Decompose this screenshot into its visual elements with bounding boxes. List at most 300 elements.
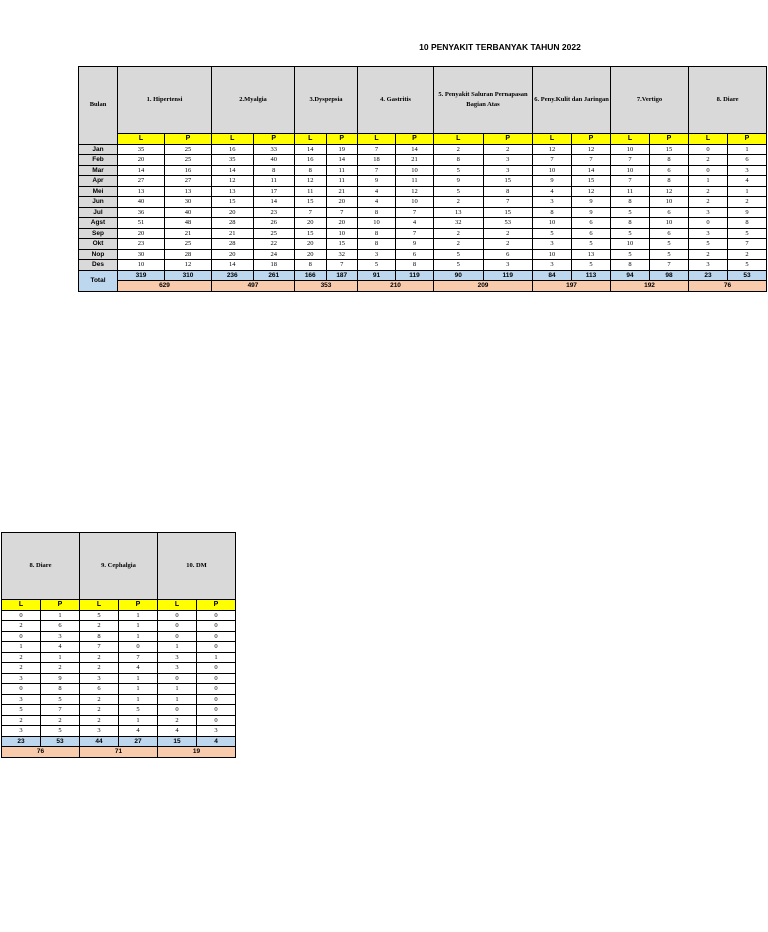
cell-value-l: 0 <box>689 218 728 229</box>
total-p-value: 310 <box>165 270 212 281</box>
cell-value-l: 20 <box>212 207 254 218</box>
cell-value-p: 18 <box>253 260 295 271</box>
cell-value-p: 6 <box>483 249 533 260</box>
cell-value-l: 7 <box>611 155 650 166</box>
cell-value-l: 10 <box>118 260 165 271</box>
cell-value-p: 53 <box>483 218 533 229</box>
month-label: Mar <box>79 165 118 176</box>
disease-table-part-2 <box>17 532 240 772</box>
cell-value-l: 13 <box>118 186 165 197</box>
cell-value-l: 4 <box>158 726 197 737</box>
cell-value-l: 2 <box>434 144 484 155</box>
cell-value-l: 8 <box>358 239 396 250</box>
cell-value-l: 2 <box>434 239 484 250</box>
cell-value-l: 5 <box>80 610 119 621</box>
month-label: Jul <box>79 207 118 218</box>
cell-value-p: 9 <box>728 207 767 218</box>
grand-total-value: 71 <box>80 747 158 758</box>
cell-value-p: 14 <box>572 165 611 176</box>
table-row <box>79 260 767 271</box>
cell-value-l: 11 <box>295 186 327 197</box>
table-row <box>2 673 236 684</box>
cell-value-p: 5 <box>650 249 689 260</box>
cell-value-l: 0 <box>2 631 41 642</box>
cell-value-p: 2 <box>41 663 80 674</box>
cell-value-l: 0 <box>2 684 41 695</box>
disease-header: 10. DM <box>158 533 236 600</box>
cell-value-l: 5 <box>434 249 484 260</box>
cell-value-l: 1 <box>689 176 728 187</box>
cell-value-p: 9 <box>572 207 611 218</box>
cell-value-l: 20 <box>295 218 327 229</box>
table-row <box>2 663 236 674</box>
cell-value-p: 6 <box>572 228 611 239</box>
cell-value-p: 1 <box>119 684 158 695</box>
total-l-value: 236 <box>212 270 254 281</box>
table-row <box>79 155 767 166</box>
cell-value-l: 30 <box>118 249 165 260</box>
cell-value-p: 2 <box>728 249 767 260</box>
cell-value-p: 30 <box>165 197 212 208</box>
cell-value-l: 15 <box>295 228 327 239</box>
cell-value-l: 5 <box>358 260 396 271</box>
l-column-label: L <box>533 134 572 145</box>
cell-value-p: 12 <box>650 186 689 197</box>
cell-value-p: 0 <box>197 621 236 632</box>
cell-value-l: 9 <box>533 176 572 187</box>
l-column-label: L <box>158 600 197 611</box>
total-l-value: 44 <box>80 736 119 747</box>
cell-value-p: 5 <box>41 726 80 737</box>
cell-value-p: 40 <box>165 207 212 218</box>
cell-value-l: 5 <box>611 249 650 260</box>
month-label: Jun <box>79 197 118 208</box>
cell-value-l: 2 <box>80 705 119 716</box>
month-label: Nop <box>79 249 118 260</box>
cell-value-p: 1 <box>119 715 158 726</box>
disease-table <box>78 66 767 292</box>
cell-value-p: 17 <box>253 186 295 197</box>
table-row <box>79 144 767 155</box>
cell-value-p: 0 <box>197 694 236 705</box>
cell-value-p: 10 <box>396 165 434 176</box>
cell-value-l: 3 <box>80 726 119 737</box>
cell-value-l: 3 <box>689 260 728 271</box>
grand-total-value: 210 <box>358 281 434 292</box>
cell-value-l: 2 <box>2 715 41 726</box>
cell-value-l: 4 <box>358 186 396 197</box>
cell-value-p: 12 <box>572 186 611 197</box>
cell-value-l: 12 <box>295 176 327 187</box>
cell-value-l: 1 <box>158 684 197 695</box>
cell-value-p: 0 <box>197 684 236 695</box>
cell-value-l: 13 <box>434 207 484 218</box>
cell-value-l: 3 <box>533 197 572 208</box>
cell-value-p: 7 <box>728 239 767 250</box>
cell-value-l: 8 <box>533 207 572 218</box>
cell-value-p: 7 <box>396 207 434 218</box>
cell-value-l: 1 <box>158 694 197 705</box>
cell-value-p: 0 <box>197 673 236 684</box>
cell-value-l: 20 <box>118 228 165 239</box>
disease-header: 4. Gastritis <box>358 67 434 134</box>
cell-value-p: 8 <box>650 155 689 166</box>
cell-value-p: 8 <box>728 218 767 229</box>
cell-value-l: 14 <box>118 165 165 176</box>
cell-value-p: 7 <box>650 260 689 271</box>
l-column-label: L <box>118 134 165 145</box>
cell-value-l: 2 <box>2 652 41 663</box>
cell-value-p: 7 <box>396 228 434 239</box>
cell-value-p: 21 <box>326 186 358 197</box>
cell-value-l: 2 <box>689 186 728 197</box>
cell-value-l: 35 <box>118 144 165 155</box>
cell-value-l: 5 <box>611 207 650 218</box>
cell-value-l: 2 <box>2 663 41 674</box>
table-row <box>2 610 236 621</box>
table-row <box>2 621 236 632</box>
cell-value-p: 33 <box>253 144 295 155</box>
month-label: Okt <box>79 239 118 250</box>
cell-value-p: 3 <box>483 165 533 176</box>
cell-value-l: 3 <box>689 207 728 218</box>
p-column-label: P <box>396 134 434 145</box>
month-label: Agst <box>79 218 118 229</box>
cell-value-p: 4 <box>396 218 434 229</box>
cell-value-p: 3 <box>728 165 767 176</box>
cell-value-p: 10 <box>326 228 358 239</box>
cell-value-p: 13 <box>572 249 611 260</box>
cell-value-p: 3 <box>41 631 80 642</box>
cell-value-l: 8 <box>611 260 650 271</box>
cell-value-l: 4 <box>358 197 396 208</box>
cell-value-l: 6 <box>80 684 119 695</box>
total-p-value: 53 <box>41 736 80 747</box>
cell-value-p: 11 <box>326 165 358 176</box>
table-row <box>79 207 767 218</box>
total-l-value: 90 <box>434 270 484 281</box>
grand-total-value: 353 <box>295 281 358 292</box>
cell-value-p: 22 <box>253 239 295 250</box>
cell-value-p: 15 <box>572 176 611 187</box>
grand-total-value: 629 <box>118 281 212 292</box>
disease-header: 2.Myalgia <box>212 67 295 134</box>
cell-value-l: 51 <box>118 218 165 229</box>
cell-value-l: 28 <box>212 239 254 250</box>
total-label: Total <box>79 270 118 291</box>
cell-value-l: 2 <box>689 155 728 166</box>
cell-value-l: 10 <box>611 165 650 176</box>
cell-value-p: 4 <box>41 642 80 653</box>
cell-value-p: 3 <box>483 155 533 166</box>
cell-value-p: 1 <box>119 673 158 684</box>
total-p-value: 119 <box>396 270 434 281</box>
cell-value-p: 6 <box>41 621 80 632</box>
cell-value-p: 12 <box>396 186 434 197</box>
cell-value-p: 0 <box>197 631 236 642</box>
cell-value-l: 1 <box>2 642 41 653</box>
p-column-label: P <box>650 134 689 145</box>
cell-value-p: 9 <box>41 673 80 684</box>
cell-value-p: 10 <box>396 197 434 208</box>
cell-value-p: 7 <box>119 652 158 663</box>
cell-value-p: 5 <box>41 694 80 705</box>
cell-value-p: 1 <box>728 186 767 197</box>
cell-value-l: 10 <box>611 239 650 250</box>
cell-value-p: 12 <box>165 260 212 271</box>
total-p-value: 119 <box>483 270 533 281</box>
cell-value-l: 3 <box>158 663 197 674</box>
p-column-label: P <box>326 134 358 145</box>
cell-value-p: 4 <box>728 176 767 187</box>
cell-value-p: 19 <box>326 144 358 155</box>
table-row <box>2 631 236 642</box>
cell-value-l: 0 <box>2 610 41 621</box>
cell-value-p: 0 <box>197 642 236 653</box>
cell-value-p: 7 <box>572 155 611 166</box>
grand-total-value: 209 <box>434 281 533 292</box>
disease-table-part-1 <box>78 66 751 306</box>
cell-value-l: 5 <box>611 228 650 239</box>
cell-value-p: 7 <box>326 260 358 271</box>
cell-value-p: 3 <box>483 260 533 271</box>
cell-value-l: 8 <box>358 207 396 218</box>
cell-value-p: 0 <box>119 642 158 653</box>
cell-value-p: 5 <box>728 260 767 271</box>
cell-value-l: 2 <box>80 694 119 705</box>
grand-total-value: 19 <box>158 747 236 758</box>
cell-value-p: 2 <box>728 197 767 208</box>
cell-value-l: 3 <box>158 652 197 663</box>
cell-value-p: 6 <box>650 228 689 239</box>
month-label: Apr <box>79 176 118 187</box>
cell-value-p: 14 <box>396 144 434 155</box>
cell-value-l: 2 <box>689 197 728 208</box>
cell-value-p: 2 <box>483 228 533 239</box>
table-row <box>79 176 767 187</box>
cell-value-p: 25 <box>253 228 295 239</box>
cell-value-p: 23 <box>253 207 295 218</box>
cell-value-l: 2 <box>80 621 119 632</box>
total-l-value: 84 <box>533 270 572 281</box>
cell-value-l: 4 <box>533 186 572 197</box>
grand-total-value: 497 <box>212 281 295 292</box>
disease-header: 9. Cephalgia <box>80 533 158 600</box>
cell-value-l: 10 <box>533 165 572 176</box>
p-column-label: P <box>483 134 533 145</box>
cell-value-p: 0 <box>197 610 236 621</box>
month-column-header: Bulan <box>79 67 118 145</box>
table-row <box>79 197 767 208</box>
cell-value-l: 0 <box>158 631 197 642</box>
cell-value-l: 5 <box>2 705 41 716</box>
cell-value-p: 6 <box>650 165 689 176</box>
cell-value-p: 12 <box>572 144 611 155</box>
cell-value-p: 5 <box>572 260 611 271</box>
cell-value-l: 2 <box>2 621 41 632</box>
cell-value-p: 5 <box>728 228 767 239</box>
cell-value-l: 7 <box>611 176 650 187</box>
disease-header: 3.Dyspepsia <box>295 67 358 134</box>
cell-value-p: 32 <box>326 249 358 260</box>
disease-header: 1. Hipertensi <box>118 67 212 134</box>
cell-value-p: 15 <box>483 207 533 218</box>
cell-value-p: 1 <box>41 610 80 621</box>
cell-value-p: 1 <box>728 144 767 155</box>
total-p-value: 4 <box>197 736 236 747</box>
total-l-value: 15 <box>158 736 197 747</box>
cell-value-l: 0 <box>158 673 197 684</box>
month-label: Sep <box>79 228 118 239</box>
cell-value-l: 10 <box>358 218 396 229</box>
cell-value-p: 6 <box>572 218 611 229</box>
cell-value-p: 7 <box>326 207 358 218</box>
grand-total-value: 76 <box>2 747 80 758</box>
cell-value-p: 8 <box>396 260 434 271</box>
l-column-label: L <box>80 600 119 611</box>
total-p-value: 53 <box>728 270 767 281</box>
cell-value-l: 35 <box>212 155 254 166</box>
table-row <box>2 642 236 653</box>
cell-value-p: 21 <box>165 228 212 239</box>
p-column-label: P <box>41 600 80 611</box>
cell-value-l: 0 <box>689 165 728 176</box>
cell-value-l: 5 <box>434 186 484 197</box>
cell-value-l: 23 <box>118 239 165 250</box>
cell-value-p: 3 <box>197 726 236 737</box>
cell-value-l: 3 <box>533 260 572 271</box>
cell-value-p: 20 <box>326 197 358 208</box>
cell-value-l: 40 <box>118 197 165 208</box>
disease-header: 7.Vertigo <box>611 67 689 134</box>
cell-value-l: 21 <box>212 228 254 239</box>
cell-value-p: 21 <box>396 155 434 166</box>
cell-value-l: 18 <box>358 155 396 166</box>
cell-value-l: 20 <box>295 249 327 260</box>
cell-value-p: 1 <box>119 621 158 632</box>
cell-value-l: 5 <box>434 260 484 271</box>
cell-value-l: 8 <box>80 631 119 642</box>
cell-value-p: 9 <box>396 239 434 250</box>
p-column-label: P <box>728 134 767 145</box>
cell-value-p: 0 <box>197 705 236 716</box>
cell-value-l: 14 <box>212 260 254 271</box>
cell-value-l: 14 <box>212 165 254 176</box>
cell-value-p: 1 <box>119 610 158 621</box>
cell-value-p: 0 <box>197 663 236 674</box>
cell-value-l: 0 <box>158 610 197 621</box>
cell-value-l: 36 <box>118 207 165 218</box>
cell-value-p: 48 <box>165 218 212 229</box>
cell-value-p: 6 <box>396 249 434 260</box>
cell-value-l: 2 <box>80 652 119 663</box>
cell-value-l: 2 <box>158 715 197 726</box>
cell-value-l: 10 <box>611 144 650 155</box>
cell-value-l: 13 <box>212 186 254 197</box>
cell-value-l: 8 <box>358 228 396 239</box>
cell-value-l: 14 <box>295 144 327 155</box>
total-p-value: 113 <box>572 270 611 281</box>
cell-value-l: 0 <box>158 705 197 716</box>
cell-value-p: 8 <box>650 176 689 187</box>
page-title: 10 PENYAKIT TERBANYAK TAHUN 2022 <box>419 42 581 52</box>
cell-value-l: 15 <box>212 197 254 208</box>
cell-value-l: 3 <box>2 726 41 737</box>
l-column-label: L <box>611 134 650 145</box>
cell-value-p: 2 <box>483 239 533 250</box>
cell-value-l: 2 <box>80 715 119 726</box>
cell-value-p: 5 <box>119 705 158 716</box>
cell-value-p: 25 <box>165 239 212 250</box>
cell-value-l: 7 <box>80 642 119 653</box>
cell-value-l: 3 <box>80 673 119 684</box>
cell-value-p: 8 <box>483 186 533 197</box>
cell-value-l: 2 <box>689 249 728 260</box>
cell-value-p: 8 <box>41 684 80 695</box>
total-l-value: 166 <box>295 270 327 281</box>
cell-value-l: 2 <box>80 663 119 674</box>
disease-header: 8. Diare <box>689 67 767 134</box>
cell-value-l: 7 <box>358 144 396 155</box>
cell-value-p: 15 <box>483 176 533 187</box>
cell-value-p: 27 <box>165 176 212 187</box>
cell-value-p: 11 <box>396 176 434 187</box>
cell-value-l: 2 <box>434 228 484 239</box>
cell-value-p: 5 <box>650 239 689 250</box>
table-row <box>79 218 767 229</box>
cell-value-l: 7 <box>533 155 572 166</box>
disease-table-continued <box>1 532 236 758</box>
month-label: Mei <box>79 186 118 197</box>
cell-value-l: 10 <box>533 249 572 260</box>
total-l-value: 94 <box>611 270 650 281</box>
cell-value-p: 9 <box>572 197 611 208</box>
month-label: Des <box>79 260 118 271</box>
month-label: Jan <box>79 144 118 155</box>
l-column-label: L <box>434 134 484 145</box>
cell-value-p: 7 <box>41 705 80 716</box>
cell-value-l: 12 <box>533 144 572 155</box>
cell-value-l: 3 <box>689 228 728 239</box>
table-row <box>2 684 236 695</box>
cell-value-l: 3 <box>533 239 572 250</box>
cell-value-p: 6 <box>650 207 689 218</box>
cell-value-l: 7 <box>358 165 396 176</box>
cell-value-p: 25 <box>165 144 212 155</box>
disease-header: 8. Diare <box>2 533 80 600</box>
table-row <box>79 249 767 260</box>
grand-total-value: 76 <box>689 281 767 292</box>
grand-total-value: 192 <box>611 281 689 292</box>
cell-value-p: 15 <box>326 239 358 250</box>
cell-value-l: 2 <box>434 197 484 208</box>
cell-value-l: 20 <box>118 155 165 166</box>
cell-value-p: 1 <box>119 694 158 705</box>
cell-value-p: 6 <box>728 155 767 166</box>
cell-value-p: 13 <box>165 186 212 197</box>
cell-value-l: 5 <box>689 239 728 250</box>
cell-value-p: 25 <box>165 155 212 166</box>
cell-value-l: 3 <box>2 694 41 705</box>
cell-value-p: 14 <box>253 197 295 208</box>
cell-value-l: 3 <box>358 249 396 260</box>
cell-value-p: 5 <box>572 239 611 250</box>
cell-value-p: 15 <box>650 144 689 155</box>
l-column-label: L <box>2 600 41 611</box>
cell-value-l: 0 <box>689 144 728 155</box>
table-row <box>79 186 767 197</box>
cell-value-p: 1 <box>41 652 80 663</box>
